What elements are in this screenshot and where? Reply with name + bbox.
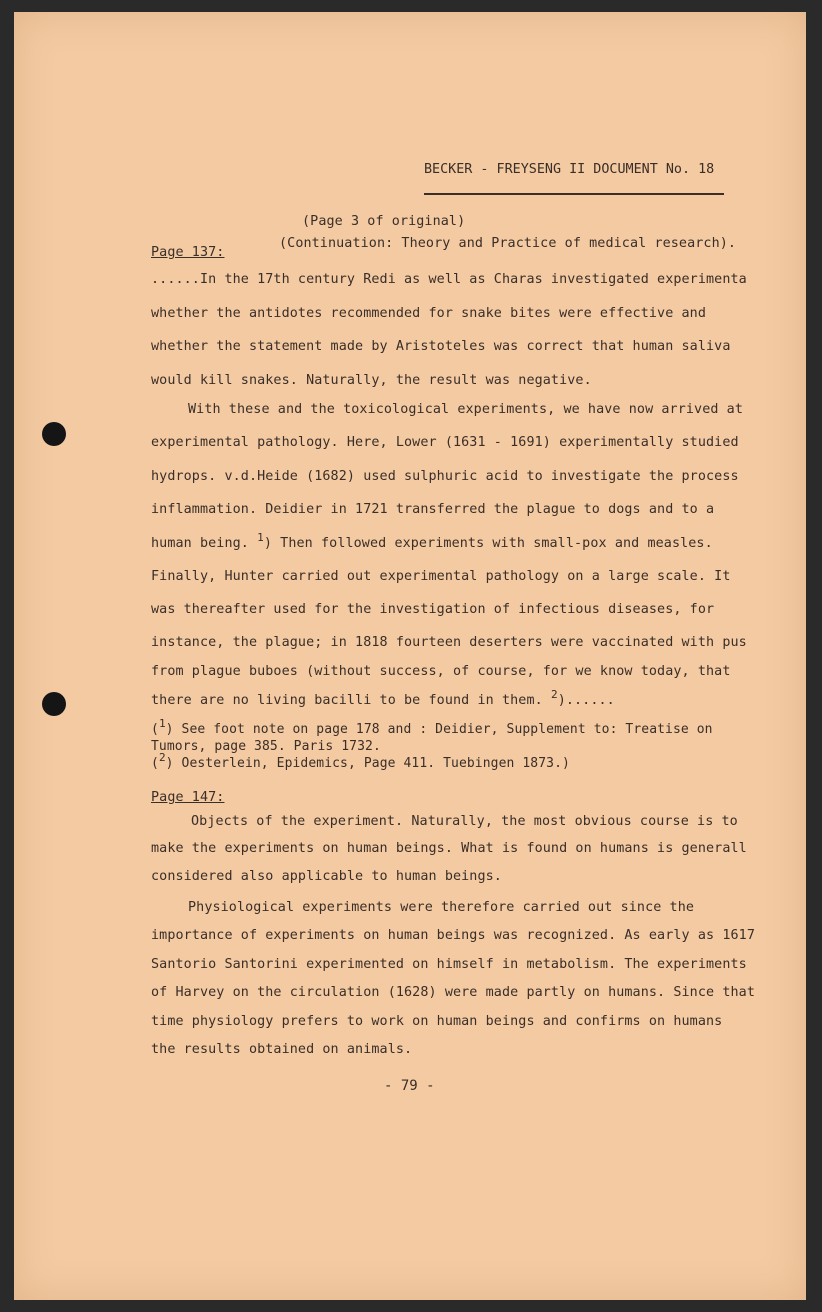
text-line: the results obtained on animals. <box>151 1042 413 1057</box>
text-line: Finally, Hunter carried out experimental pathology on a large scale. It <box>151 569 731 584</box>
document-header: BECKER - FREYSENG II DOCUMENT No. 18 <box>424 162 715 177</box>
punch-hole-bottom <box>42 692 66 716</box>
page-number: - 79 - <box>384 1078 435 1094</box>
text-line: whether the antidotes recommended for snake bites were effective and <box>151 306 707 321</box>
text-line: ......In the 17th century Redi as well as Charas investigated experimenta <box>151 272 747 287</box>
text-line <box>151 531 713 551</box>
text-line: experimental pathology. Here, Lower (1631 - 1691) experimentally studied <box>151 435 739 450</box>
text-line: time physiology prefers to work on human beings and confirms on humans <box>151 1014 723 1029</box>
text-fragment: )...... <box>557 693 615 708</box>
footnote-2: ($^2$) Oesterlein, Epidemics, Page 411. Tuebingen 1873.) <box>151 751 570 771</box>
text-line: was thereafter used for the investigation of infectious diseases, for <box>151 602 715 617</box>
footnote-mark: 1 <box>158 717 166 730</box>
page-label-147: Page 147: <box>151 790 225 805</box>
text-line: importance of experiments on human beings was recognized. As early as 1617 <box>151 928 755 943</box>
text-line: from plague buboes (without success, of course, for we know today, that <box>151 664 731 679</box>
text-line: would kill snakes. Naturally, the result was negative. <box>151 373 592 388</box>
text-line: considered also applicable to human beings. <box>151 869 502 884</box>
original-page-note: (Page 3 of original) <box>302 214 466 229</box>
text-line: of Harvey on the circulation (1628) were made partly on humans. Since that <box>151 985 755 1000</box>
punch-hole-top <box>42 422 66 446</box>
text-line: Objects of the experiment. Naturally, the most obvious course is to <box>191 814 738 829</box>
text-line: hydrops. v.d.Heide (1682) used sulphuric acid to investigate the process <box>151 469 739 484</box>
text-line <box>151 688 615 708</box>
footnote-mark: 2 <box>158 751 166 764</box>
text-line: inflammation. Deidier in 1721 transferred the plague to dogs and to a <box>151 502 715 517</box>
footnote-ref-2: 2 <box>550 688 558 701</box>
text-fragment: there are no living bacilli to be found in them. <box>151 693 543 708</box>
footnote-text: ) See foot note on page 178 and : Deidier, Supplement to: Treatise on <box>165 722 713 737</box>
text-line: whether the statement made by Aristoteles was correct that human saliva <box>151 339 731 354</box>
text-line: Physiological experiments were therefore carried out since the <box>188 900 695 915</box>
footnote-ref-1: 1 <box>257 531 264 544</box>
page-label-137: Page 137: <box>151 245 225 260</box>
footnote-text: ) Oesterlein, Epidemics, Page 411. Tuebingen 1873.) <box>165 756 570 771</box>
text-fragment: human being. <box>151 536 249 551</box>
continuation-note: (Continuation: Theory and Practice of medical research). <box>279 236 737 251</box>
document-page <box>14 12 806 1300</box>
text-line: With these and the toxicological experiments, we have now arrived at <box>188 402 744 417</box>
header-rule <box>424 193 724 195</box>
text-line: instance, the plague; in 1818 fourteen deserters were vaccinated with pus <box>151 635 747 650</box>
footnote-1-continued: Tumors, page 385. Paris 1732. <box>151 739 381 754</box>
text-line: Santorio Santorini experimented on himself in metabolism. The experiments <box>151 957 747 972</box>
text-line: make the experiments on human beings. What is found on humans is generall <box>151 841 747 856</box>
text-fragment: ) Then followed experiments with small-pox and measles. <box>263 536 713 551</box>
footnote-1: ($^1$) See foot note on page 178 and : Deidier, Supplement to: Treatise on <box>151 717 713 737</box>
